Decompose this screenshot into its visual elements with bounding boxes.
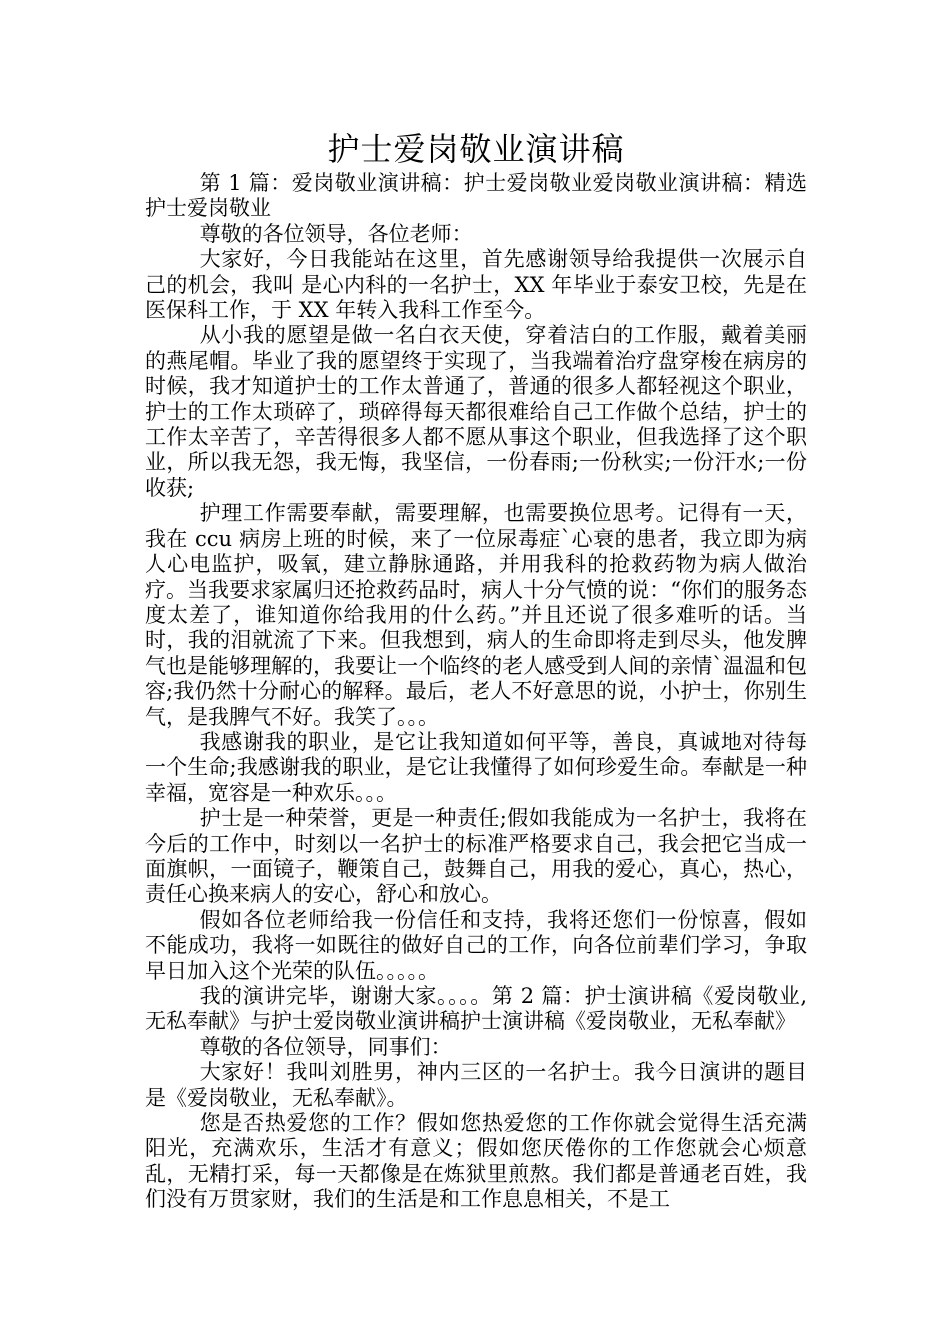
paragraph: 从小我的愿望是做一名白衣天使，穿着洁白的工作服，戴着美丽的燕尾帽。毕业了我的愿望终于实现了，当我端着治疗盘穿梭在病房的时候，我才知道护士的工作太普通了，普通的很多人都轻视这个职业，护士的工作太琐碎了，琐碎得每天都很难给自己工作做个总结，护士的工作太辛苦了，辛苦得很多人都不愿从事这个职业，但我选择了这个职业，所以我无怨，我无悔，我坚信，一份春雨;一份秋实;一份汗水;一份收获; <box>145 323 807 500</box>
paragraph: 护士是一种荣誉，更是一种责任;假如我能成为一名护士，我将在今后的工作中，时刻以一名护士的标准严格要求自己，我会把它当成一面旗帜，一面镜子，鞭策自己，鼓舞自己，用我的爱心，真心，热心，责任心换来病人的安心，舒心和放心。 <box>145 806 807 907</box>
paragraph: 您是否热爱您的工作？假如您热爱您的工作你就会觉得生活充满阳光，充满欢乐，生活才有意义；假如您厌倦你的工作您就会心烦意乱，无精打采，每一天都像是在炼狱里煎熬。我们都是普通老百姓，我们没有万贯家财，我们的生活是和工作息息相关，不是工 <box>145 1111 807 1212</box>
paragraph: 尊敬的各位领导，各位老师： <box>199 221 473 246</box>
paragraph: 假如各位老师给我一份信任和支持，我将还您们一份惊喜，假如不能成功，我将一如既往的做好自己的工作，向各位前辈们学习，争取早日加入这个光荣的队伍。。。。。 <box>145 907 807 983</box>
paragraph: 尊敬的各位领导，同事们： <box>199 1034 452 1059</box>
paragraph: 大家好，今日我能站在这里，首先感谢领导给我提供一次展示自己的机会，我叫 是心内科的一名护士，XX 年毕业于泰安卫校，先是在医保科工作，于 XX 年转入我科工作至今。 <box>145 247 807 323</box>
paragraph: 我的演讲完毕，谢谢大家。。。。第 2 篇：护士演讲稿《爱岗敬业,无私奉献》与护士爱岗敬业演讲稿护士演讲稿《爱岗敬业，无私奉献》 <box>145 984 807 1034</box>
paragraph: 我感谢我的职业，是它让我知道如何平等，善良，真诚地对待每一个生命;我感谢我的职业，是它让我懂得了如何珍爱生命。奉献是一种幸福，宽容是一种欢乐。。。 <box>145 729 807 805</box>
document-page <box>145 128 807 1213</box>
paragraph: 大家好！我叫刘胜男，神内三区的一名护士。我今日演讲的题目是《爱岗敬业，无私奉献》。 <box>145 1060 807 1110</box>
document-title: 护士爱岗敬业演讲稿 <box>327 130 625 168</box>
paragraph: 第 1 篇：爱岗敬业演讲稿：护士爱岗敬业爱岗敬业演讲稿：精选护士爱岗敬业 <box>145 171 807 221</box>
paragraph: 护理工作需要奉献，需要理解，也需要换位思考。记得有一天，我在 ccu 病房上班的时候，来了一位尿毒症`心衰的患者，我立即为病人心电监护，吸氧，建立静脉通路，并用我科的抢救药物为病人做治疗。当我要求家属归还抢救药品时，病人十分气愤的说：“你们的服务态度太差了，谁知道你给我用的什么药。”并且还说了很多难听的话。当时，我的泪就流了下来。但我想到，病人的生命即将走到尽头，他发脾气也是能够理解的，我要让一个临终的老人感受到人间的亲情`温温和包容;我仍然十分耐心的解释。最后，老人不好意思的说，小护士，你别生气，是我脾气不好。我笑了。。。 <box>145 501 807 729</box>
